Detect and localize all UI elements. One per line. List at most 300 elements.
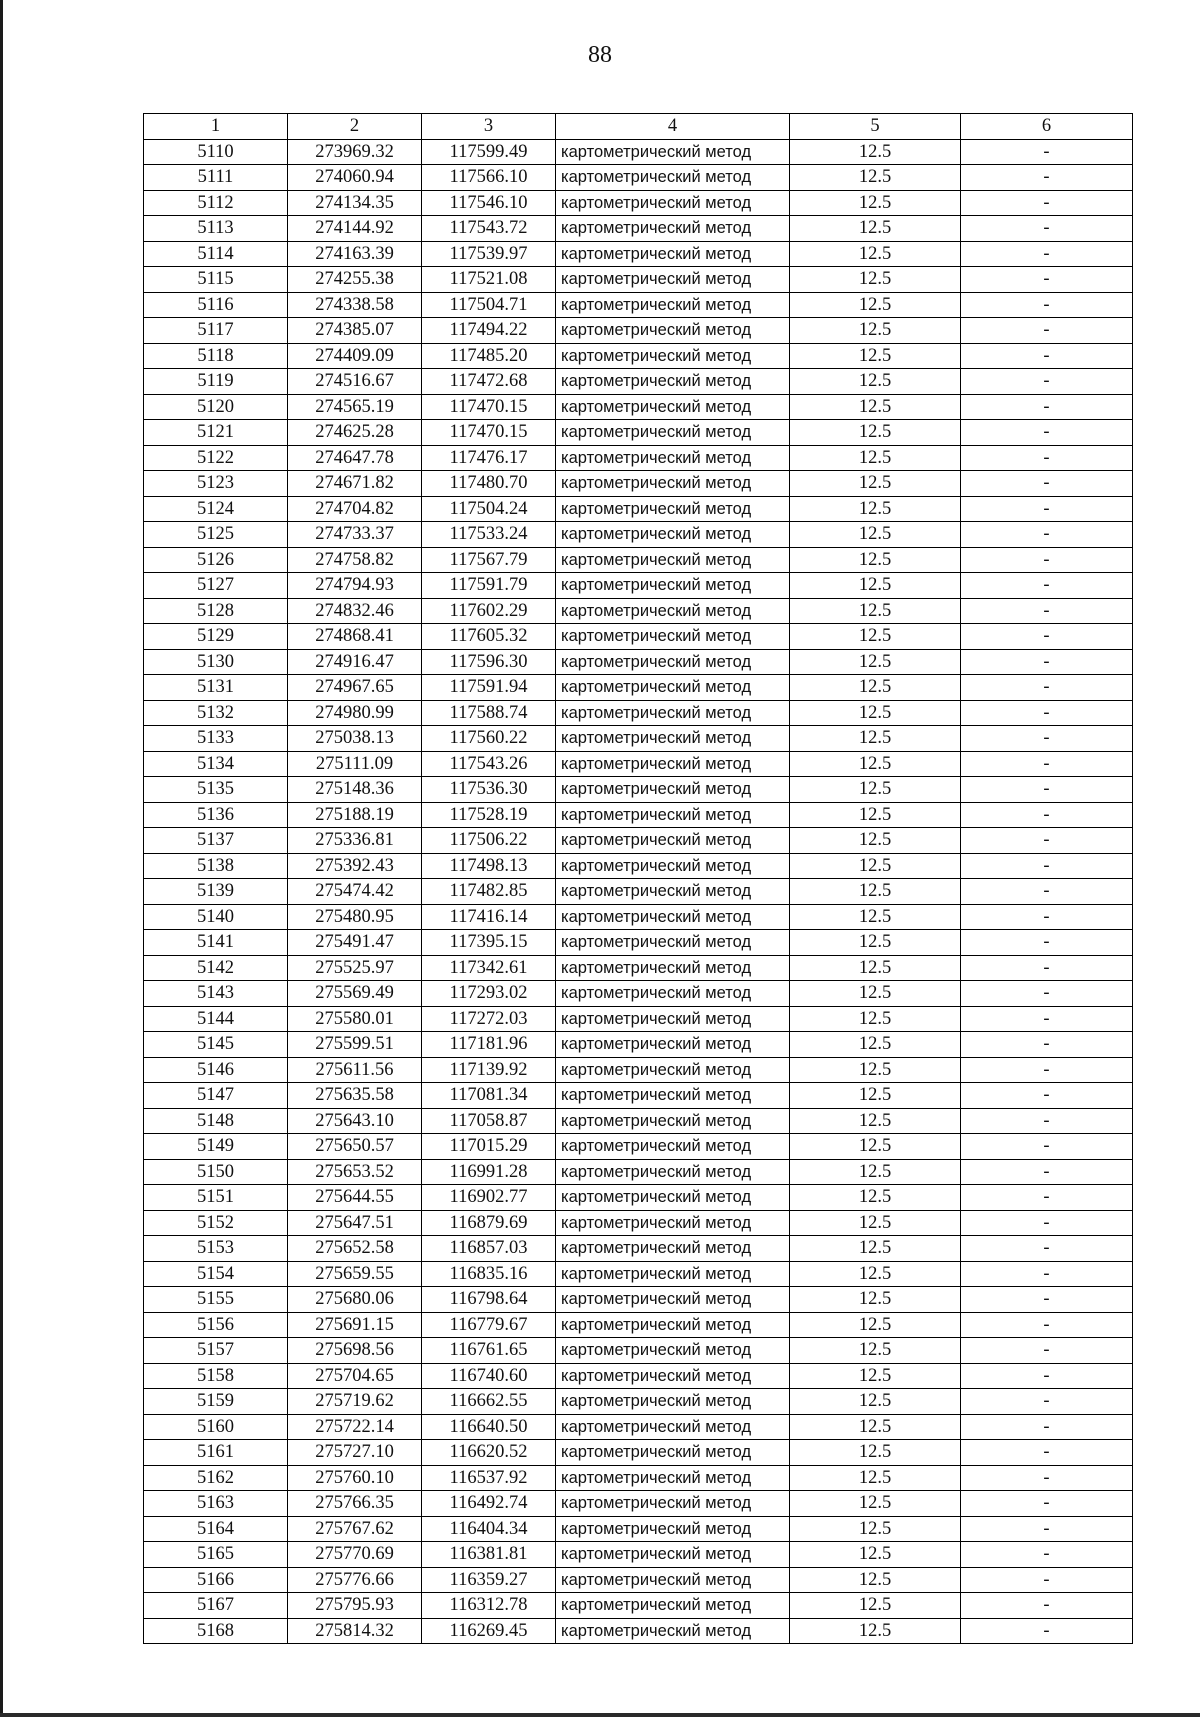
- accuracy-cell: 12.5: [790, 1032, 961, 1058]
- method-cell: картометрический метод: [556, 165, 790, 191]
- y-coordinate-cell: 117081.34: [422, 1083, 556, 1109]
- point-number-cell: 5166: [144, 1567, 288, 1593]
- note-cell: -: [961, 318, 1133, 344]
- note-cell: -: [961, 1108, 1133, 1134]
- note-cell: -: [961, 420, 1133, 446]
- accuracy-cell: 12.5: [790, 726, 961, 752]
- x-coordinate-cell: 274733.37: [288, 522, 422, 548]
- accuracy-cell: 12.5: [790, 930, 961, 956]
- method-cell: картометрический метод: [556, 445, 790, 471]
- point-number-cell: 5152: [144, 1210, 288, 1236]
- point-number-cell: 5149: [144, 1134, 288, 1160]
- method-cell: картометрический метод: [556, 598, 790, 624]
- accuracy-cell: 12.5: [790, 1159, 961, 1185]
- point-number-cell: 5133: [144, 726, 288, 752]
- table-row: [144, 930, 1133, 956]
- method-cell: картометрический метод: [556, 1593, 790, 1619]
- y-coordinate-cell: 116640.50: [422, 1414, 556, 1440]
- note-cell: -: [961, 343, 1133, 369]
- x-coordinate-cell: 275766.35: [288, 1491, 422, 1517]
- method-cell: картометрический метод: [556, 292, 790, 318]
- table-row: [144, 1108, 1133, 1134]
- table-row: [144, 1134, 1133, 1160]
- y-coordinate-cell: 117482.85: [422, 879, 556, 905]
- point-number-cell: 5129: [144, 624, 288, 650]
- point-number-cell: 5122: [144, 445, 288, 471]
- x-coordinate-cell: 274916.47: [288, 649, 422, 675]
- note-cell: -: [961, 1465, 1133, 1491]
- note-cell: -: [961, 522, 1133, 548]
- y-coordinate-cell: 117476.17: [422, 445, 556, 471]
- x-coordinate-cell: 275336.81: [288, 828, 422, 854]
- table-row: [144, 598, 1133, 624]
- note-cell: -: [961, 828, 1133, 854]
- table-row: [144, 471, 1133, 497]
- note-cell: -: [961, 930, 1133, 956]
- method-cell: картометрический метод: [556, 1134, 790, 1160]
- header-cell: 6: [961, 114, 1133, 140]
- method-cell: картометрический метод: [556, 1287, 790, 1313]
- table-row: [144, 853, 1133, 879]
- x-coordinate-cell: 275719.62: [288, 1389, 422, 1415]
- y-coordinate-cell: 117485.20: [422, 343, 556, 369]
- note-cell: -: [961, 981, 1133, 1007]
- x-coordinate-cell: 275698.56: [288, 1338, 422, 1364]
- note-cell: -: [961, 1618, 1133, 1644]
- point-number-cell: 5116: [144, 292, 288, 318]
- point-number-cell: 5126: [144, 547, 288, 573]
- y-coordinate-cell: 116312.78: [422, 1593, 556, 1619]
- header-cell: 1: [144, 114, 288, 140]
- note-cell: -: [961, 496, 1133, 522]
- note-cell: -: [961, 675, 1133, 701]
- x-coordinate-cell: 275776.66: [288, 1567, 422, 1593]
- note-cell: -: [961, 751, 1133, 777]
- accuracy-cell: 12.5: [790, 675, 961, 701]
- accuracy-cell: 12.5: [790, 190, 961, 216]
- method-cell: картометрический метод: [556, 139, 790, 165]
- x-coordinate-cell: 274163.39: [288, 241, 422, 267]
- point-number-cell: 5140: [144, 904, 288, 930]
- table-row: [144, 981, 1133, 1007]
- table-row: [144, 369, 1133, 395]
- note-cell: -: [961, 573, 1133, 599]
- method-cell: картометрический метод: [556, 853, 790, 879]
- method-cell: картометрический метод: [556, 904, 790, 930]
- x-coordinate-cell: 275611.56: [288, 1057, 422, 1083]
- x-coordinate-cell: 274134.35: [288, 190, 422, 216]
- method-cell: картометрический метод: [556, 1389, 790, 1415]
- method-cell: картометрический метод: [556, 1567, 790, 1593]
- accuracy-cell: 12.5: [790, 139, 961, 165]
- x-coordinate-cell: 275647.51: [288, 1210, 422, 1236]
- method-cell: картометрический метод: [556, 267, 790, 293]
- method-cell: картометрический метод: [556, 1185, 790, 1211]
- y-coordinate-cell: 116662.55: [422, 1389, 556, 1415]
- x-coordinate-cell: 275474.42: [288, 879, 422, 905]
- x-coordinate-cell: 274409.09: [288, 343, 422, 369]
- table-row: [144, 675, 1133, 701]
- point-number-cell: 5164: [144, 1516, 288, 1542]
- table-row: [144, 292, 1133, 318]
- y-coordinate-cell: 117015.29: [422, 1134, 556, 1160]
- y-coordinate-cell: 117395.15: [422, 930, 556, 956]
- point-number-cell: 5120: [144, 394, 288, 420]
- point-number-cell: 5137: [144, 828, 288, 854]
- y-coordinate-cell: 117293.02: [422, 981, 556, 1007]
- table-row: [144, 318, 1133, 344]
- point-number-cell: 5113: [144, 216, 288, 242]
- method-cell: картометрический метод: [556, 1236, 790, 1262]
- accuracy-cell: 12.5: [790, 1312, 961, 1338]
- point-number-cell: 5114: [144, 241, 288, 267]
- method-cell: картометрический метод: [556, 879, 790, 905]
- accuracy-cell: 12.5: [790, 496, 961, 522]
- y-coordinate-cell: 117560.22: [422, 726, 556, 752]
- x-coordinate-cell: 275491.47: [288, 930, 422, 956]
- x-coordinate-cell: 274794.93: [288, 573, 422, 599]
- method-cell: картометрический метод: [556, 624, 790, 650]
- y-coordinate-cell: 117567.79: [422, 547, 556, 573]
- note-cell: -: [961, 216, 1133, 242]
- method-cell: картометрический метод: [556, 241, 790, 267]
- point-number-cell: 5138: [144, 853, 288, 879]
- y-coordinate-cell: 116269.45: [422, 1618, 556, 1644]
- table-row: [144, 1083, 1133, 1109]
- method-cell: картометрический метод: [556, 777, 790, 803]
- note-cell: -: [961, 700, 1133, 726]
- accuracy-cell: 12.5: [790, 955, 961, 981]
- method-cell: картометрический метод: [556, 930, 790, 956]
- point-number-cell: 5128: [144, 598, 288, 624]
- table-header-row: [144, 114, 1133, 140]
- y-coordinate-cell: 117472.68: [422, 369, 556, 395]
- point-number-cell: 5158: [144, 1363, 288, 1389]
- note-cell: -: [961, 1363, 1133, 1389]
- y-coordinate-cell: 117546.10: [422, 190, 556, 216]
- method-cell: картометрический метод: [556, 1083, 790, 1109]
- x-coordinate-cell: 274868.41: [288, 624, 422, 650]
- note-cell: -: [961, 802, 1133, 828]
- accuracy-cell: 12.5: [790, 802, 961, 828]
- method-cell: картометрический метод: [556, 573, 790, 599]
- accuracy-cell: 12.5: [790, 777, 961, 803]
- point-number-cell: 5148: [144, 1108, 288, 1134]
- point-number-cell: 5163: [144, 1491, 288, 1517]
- x-coordinate-cell: 274255.38: [288, 267, 422, 293]
- accuracy-cell: 12.5: [790, 1491, 961, 1517]
- point-number-cell: 5136: [144, 802, 288, 828]
- x-coordinate-cell: 275599.51: [288, 1032, 422, 1058]
- table-row: [144, 1389, 1133, 1415]
- accuracy-cell: 12.5: [790, 1134, 961, 1160]
- accuracy-cell: 12.5: [790, 394, 961, 420]
- accuracy-cell: 12.5: [790, 1108, 961, 1134]
- point-number-cell: 5143: [144, 981, 288, 1007]
- y-coordinate-cell: 116740.60: [422, 1363, 556, 1389]
- table-row: [144, 700, 1133, 726]
- accuracy-cell: 12.5: [790, 1542, 961, 1568]
- x-coordinate-cell: 275659.55: [288, 1261, 422, 1287]
- y-coordinate-cell: 117543.26: [422, 751, 556, 777]
- table-row: [144, 1414, 1133, 1440]
- method-cell: картометрический метод: [556, 216, 790, 242]
- table-row: [144, 1567, 1133, 1593]
- note-cell: -: [961, 1134, 1133, 1160]
- method-cell: картометрический метод: [556, 1006, 790, 1032]
- y-coordinate-cell: 116779.67: [422, 1312, 556, 1338]
- method-cell: картометрический метод: [556, 1618, 790, 1644]
- y-coordinate-cell: 116991.28: [422, 1159, 556, 1185]
- accuracy-cell: 12.5: [790, 1210, 961, 1236]
- x-coordinate-cell: 274671.82: [288, 471, 422, 497]
- accuracy-cell: 12.5: [790, 700, 961, 726]
- method-cell: картометрический метод: [556, 1542, 790, 1568]
- y-coordinate-cell: 117139.92: [422, 1057, 556, 1083]
- method-cell: картометрический метод: [556, 675, 790, 701]
- method-cell: картометрический метод: [556, 1491, 790, 1517]
- accuracy-cell: 12.5: [790, 1414, 961, 1440]
- y-coordinate-cell: 117470.15: [422, 420, 556, 446]
- method-cell: картометрический метод: [556, 751, 790, 777]
- y-coordinate-cell: 117591.94: [422, 675, 556, 701]
- accuracy-cell: 12.5: [790, 165, 961, 191]
- table-row: [144, 1338, 1133, 1364]
- y-coordinate-cell: 117498.13: [422, 853, 556, 879]
- method-cell: картометрический метод: [556, 700, 790, 726]
- x-coordinate-cell: 275727.10: [288, 1440, 422, 1466]
- header-cell: 3: [422, 114, 556, 140]
- accuracy-cell: 12.5: [790, 1593, 961, 1619]
- table-row: [144, 1236, 1133, 1262]
- point-number-cell: 5135: [144, 777, 288, 803]
- accuracy-cell: 12.5: [790, 1185, 961, 1211]
- note-cell: -: [961, 1261, 1133, 1287]
- point-number-cell: 5124: [144, 496, 288, 522]
- accuracy-cell: 12.5: [790, 241, 961, 267]
- y-coordinate-cell: 117480.70: [422, 471, 556, 497]
- x-coordinate-cell: 275480.95: [288, 904, 422, 930]
- point-number-cell: 5117: [144, 318, 288, 344]
- x-coordinate-cell: 275643.10: [288, 1108, 422, 1134]
- method-cell: картометрический метод: [556, 1363, 790, 1389]
- table-row: [144, 649, 1133, 675]
- table-row: [144, 547, 1133, 573]
- method-cell: картометрический метод: [556, 1159, 790, 1185]
- note-cell: -: [961, 1210, 1133, 1236]
- y-coordinate-cell: 117596.30: [422, 649, 556, 675]
- table-row: [144, 445, 1133, 471]
- note-cell: -: [961, 598, 1133, 624]
- table-row: [144, 904, 1133, 930]
- x-coordinate-cell: 275680.06: [288, 1287, 422, 1313]
- point-number-cell: 5119: [144, 369, 288, 395]
- point-number-cell: 5130: [144, 649, 288, 675]
- method-cell: картометрический метод: [556, 1057, 790, 1083]
- table-row: [144, 394, 1133, 420]
- table-row: [144, 1287, 1133, 1313]
- method-cell: картометрический метод: [556, 1414, 790, 1440]
- y-coordinate-cell: 117528.19: [422, 802, 556, 828]
- accuracy-cell: 12.5: [790, 343, 961, 369]
- point-number-cell: 5121: [144, 420, 288, 446]
- y-coordinate-cell: 117058.87: [422, 1108, 556, 1134]
- table-row: [144, 828, 1133, 854]
- point-number-cell: 5156: [144, 1312, 288, 1338]
- x-coordinate-cell: 275814.32: [288, 1618, 422, 1644]
- method-cell: картометрический метод: [556, 828, 790, 854]
- point-number-cell: 5157: [144, 1338, 288, 1364]
- x-coordinate-cell: 275795.93: [288, 1593, 422, 1619]
- y-coordinate-cell: 117566.10: [422, 165, 556, 191]
- note-cell: -: [961, 777, 1133, 803]
- table-row: [144, 241, 1133, 267]
- note-cell: -: [961, 649, 1133, 675]
- note-cell: -: [961, 624, 1133, 650]
- note-cell: -: [961, 1236, 1133, 1262]
- x-coordinate-cell: 274060.94: [288, 165, 422, 191]
- accuracy-cell: 12.5: [790, 318, 961, 344]
- y-coordinate-cell: 117605.32: [422, 624, 556, 650]
- note-cell: -: [961, 1414, 1133, 1440]
- method-cell: картометрический метод: [556, 190, 790, 216]
- x-coordinate-cell: 275188.19: [288, 802, 422, 828]
- method-cell: картометрический метод: [556, 343, 790, 369]
- accuracy-cell: 12.5: [790, 216, 961, 242]
- x-coordinate-cell: 274967.65: [288, 675, 422, 701]
- point-number-cell: 5139: [144, 879, 288, 905]
- x-coordinate-cell: 275635.58: [288, 1083, 422, 1109]
- method-cell: картометрический метод: [556, 1108, 790, 1134]
- point-number-cell: 5168: [144, 1618, 288, 1644]
- table-row: [144, 1516, 1133, 1542]
- table-row: [144, 955, 1133, 981]
- method-cell: картометрический метод: [556, 981, 790, 1007]
- x-coordinate-cell: 275525.97: [288, 955, 422, 981]
- scan-border-bottom: [0, 1713, 1200, 1717]
- point-number-cell: 5131: [144, 675, 288, 701]
- method-cell: картометрический метод: [556, 1440, 790, 1466]
- table-body: [144, 114, 1133, 1644]
- accuracy-cell: 12.5: [790, 904, 961, 930]
- x-coordinate-cell: 275038.13: [288, 726, 422, 752]
- table-row: [144, 1185, 1133, 1211]
- point-number-cell: 5134: [144, 751, 288, 777]
- y-coordinate-cell: 116798.64: [422, 1287, 556, 1313]
- table-row: [144, 1491, 1133, 1517]
- point-number-cell: 5151: [144, 1185, 288, 1211]
- point-number-cell: 5161: [144, 1440, 288, 1466]
- coordinates-table: [143, 113, 1133, 1644]
- method-cell: картометрический метод: [556, 726, 790, 752]
- y-coordinate-cell: 116902.77: [422, 1185, 556, 1211]
- point-number-cell: 5110: [144, 139, 288, 165]
- table-row: [144, 1542, 1133, 1568]
- method-cell: картометрический метод: [556, 1210, 790, 1236]
- note-cell: -: [961, 1032, 1133, 1058]
- table-row: [144, 802, 1133, 828]
- y-coordinate-cell: 117342.61: [422, 955, 556, 981]
- point-number-cell: 5165: [144, 1542, 288, 1568]
- accuracy-cell: 12.5: [790, 981, 961, 1007]
- x-coordinate-cell: 274758.82: [288, 547, 422, 573]
- point-number-cell: 5159: [144, 1389, 288, 1415]
- y-coordinate-cell: 117181.96: [422, 1032, 556, 1058]
- note-cell: -: [961, 547, 1133, 573]
- accuracy-cell: 12.5: [790, 522, 961, 548]
- note-cell: -: [961, 267, 1133, 293]
- note-cell: -: [961, 369, 1133, 395]
- accuracy-cell: 12.5: [790, 598, 961, 624]
- table-row: [144, 522, 1133, 548]
- accuracy-cell: 12.5: [790, 1006, 961, 1032]
- note-cell: -: [961, 1185, 1133, 1211]
- accuracy-cell: 12.5: [790, 1516, 961, 1542]
- y-coordinate-cell: 117504.71: [422, 292, 556, 318]
- table-row: [144, 1440, 1133, 1466]
- accuracy-cell: 12.5: [790, 649, 961, 675]
- accuracy-cell: 12.5: [790, 420, 961, 446]
- table-row: [144, 1032, 1133, 1058]
- y-coordinate-cell: 117494.22: [422, 318, 556, 344]
- x-coordinate-cell: 275691.15: [288, 1312, 422, 1338]
- note-cell: -: [961, 955, 1133, 981]
- accuracy-cell: 12.5: [790, 1465, 961, 1491]
- header-cell: 2: [288, 114, 422, 140]
- y-coordinate-cell: 117504.24: [422, 496, 556, 522]
- y-coordinate-cell: 117602.29: [422, 598, 556, 624]
- point-number-cell: 5112: [144, 190, 288, 216]
- table-row: [144, 1363, 1133, 1389]
- note-cell: -: [961, 1389, 1133, 1415]
- accuracy-cell: 12.5: [790, 1083, 961, 1109]
- accuracy-cell: 12.5: [790, 1338, 961, 1364]
- x-coordinate-cell: 275644.55: [288, 1185, 422, 1211]
- note-cell: -: [961, 1159, 1133, 1185]
- note-cell: -: [961, 1338, 1133, 1364]
- header-cell: 4: [556, 114, 790, 140]
- note-cell: -: [961, 1006, 1133, 1032]
- y-coordinate-cell: 117533.24: [422, 522, 556, 548]
- method-cell: картометрический метод: [556, 1465, 790, 1491]
- note-cell: -: [961, 1440, 1133, 1466]
- y-coordinate-cell: 116835.16: [422, 1261, 556, 1287]
- x-coordinate-cell: 274385.07: [288, 318, 422, 344]
- method-cell: картометрический метод: [556, 420, 790, 446]
- x-coordinate-cell: 275722.14: [288, 1414, 422, 1440]
- accuracy-cell: 12.5: [790, 547, 961, 573]
- y-coordinate-cell: 116879.69: [422, 1210, 556, 1236]
- accuracy-cell: 12.5: [790, 853, 961, 879]
- note-cell: -: [961, 904, 1133, 930]
- note-cell: -: [961, 726, 1133, 752]
- y-coordinate-cell: 116381.81: [422, 1542, 556, 1568]
- x-coordinate-cell: 275148.36: [288, 777, 422, 803]
- point-number-cell: 5141: [144, 930, 288, 956]
- x-coordinate-cell: 274647.78: [288, 445, 422, 471]
- accuracy-cell: 12.5: [790, 1567, 961, 1593]
- table-row: [144, 573, 1133, 599]
- scan-border-left: [0, 0, 3, 1717]
- x-coordinate-cell: 275770.69: [288, 1542, 422, 1568]
- y-coordinate-cell: 117506.22: [422, 828, 556, 854]
- x-coordinate-cell: 274625.28: [288, 420, 422, 446]
- method-cell: картометрический метод: [556, 471, 790, 497]
- point-number-cell: 5153: [144, 1236, 288, 1262]
- x-coordinate-cell: 275652.58: [288, 1236, 422, 1262]
- table-row: [144, 216, 1133, 242]
- x-coordinate-cell: 275767.62: [288, 1516, 422, 1542]
